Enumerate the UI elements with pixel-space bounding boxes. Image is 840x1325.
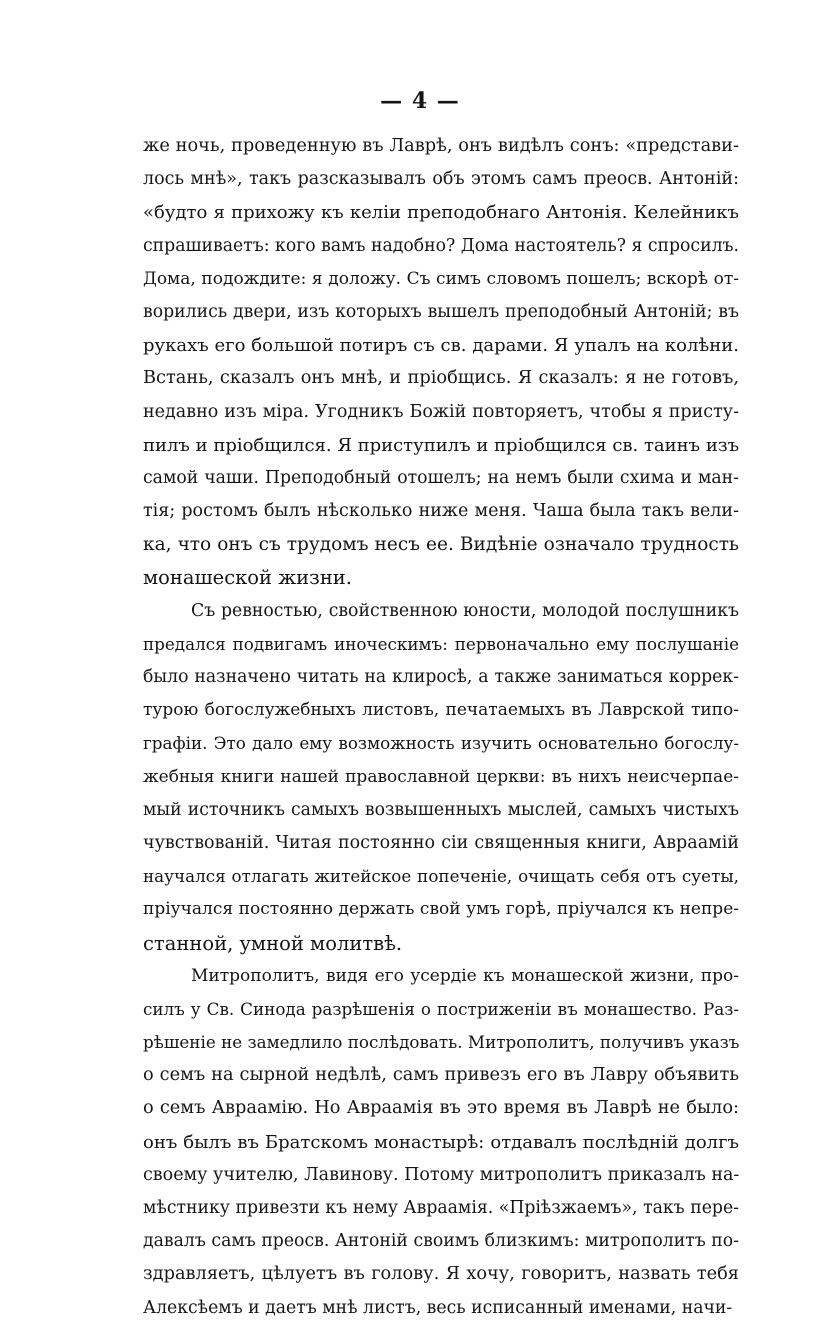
text-line: монашеской жизни. <box>143 566 353 590</box>
text-line: Митрополитъ, видя его усердіе къ монашеской жизни, про- <box>191 965 739 986</box>
text-line: своему учителю, Лавинову. Потому митрополитъ приказалъ на- <box>143 1164 740 1185</box>
text-line: ворились двери, изъ которыхъ вышелъ преподобный Антоній; въ <box>143 301 739 322</box>
text-line: Встань, сказалъ онъ мнѣ, и пріобщись. Я сказалъ: я не готовъ, <box>143 368 739 389</box>
text-line: силъ у Св. Синода разрѣшенія о постриженіи въ монашество. Раз- <box>143 998 739 1019</box>
page-number: — 4 — <box>380 88 460 114</box>
text-line: рукахъ его большой потиръ съ св. дарами. Я упалъ на колѣни. <box>143 335 739 357</box>
text-line: недавно изъ міра. Угодникъ Божій повторяетъ, чтобы я присту- <box>143 401 739 422</box>
text-line: мѣстнику привезти къ нему Авраамія. «Пріѣзжаемъ», такъ пере- <box>143 1198 739 1218</box>
text-line: предался подвигамъ иноческимъ: первоначально ему послушаніе <box>143 633 739 654</box>
body-text <box>143 130 739 1325</box>
paragraph <box>143 130 739 595</box>
text-line: давалъ самъ преосв. Антоній своимъ близкимъ: митрополитъ по- <box>143 1231 739 1252</box>
text-line: жебныя книги нашей православной церкви: въ нихъ неисчерпае- <box>143 766 739 787</box>
text-line: о семъ на сырной недѣлѣ, самъ привезъ его въ Лавру объявить <box>143 1065 739 1086</box>
text-line: о семъ Авраамію. Но Авраамія въ это время въ Лаврѣ не было: <box>143 1098 739 1119</box>
paragraph <box>143 960 739 1325</box>
text-line: графіи. Это дало ему возможность изучить основательно богослу- <box>143 733 739 754</box>
text-line: онъ былъ въ Братскомъ монастырѣ: отдавалъ послѣдній долгъ <box>143 1131 739 1153</box>
text-line: Алексѣемъ и даетъ мнѣ листъ, весь исписанный именами, начи- <box>143 1297 733 1318</box>
text-line: Съ ревностью, свойственною юности, молодой послушникъ <box>191 600 739 621</box>
text-line: же ночь, проведенную въ Лаврѣ, онъ видѣлъ сонъ: «представи- <box>143 136 739 156</box>
text-line: было назначено читать на клиросѣ, а также заниматься коррек- <box>143 667 739 687</box>
text-line: «будто я прихожу къ келіи преподобнаго Антонія. Келейникъ <box>143 202 739 224</box>
text-line: мый источникъ самыхъ возвышенныхъ мыслей, самыхъ чистыхъ <box>143 799 739 820</box>
text-line: тія; ростомъ былъ нѣсколько ниже меня. Чаша была такъ вели- <box>143 501 739 522</box>
text-line: ка, что онъ съ трудомъ несъ ее. Видѣніе означало трудность <box>143 534 739 556</box>
text-line: рѣшеніе не замедлило послѣдовать. Митрополитъ, получивъ указъ <box>143 1032 740 1053</box>
text-line: турою богослужебныхъ листовъ, печатаемыхъ въ Лаврской типо- <box>143 700 739 721</box>
text-line: чувствованій. Читая постоянно сіи священныя книги, Авраамій <box>143 832 739 853</box>
text-line: лось мнѣ», такъ разсказывалъ объ этомъ самъ преосв. Антоній: <box>143 169 739 190</box>
text-line: здравляетъ, цѣлуетъ въ голову. Я хочу, говоритъ, назвать тебя <box>143 1264 739 1285</box>
text-line: станной, умной молитвѣ. <box>143 931 403 955</box>
text-line: Дома, подождите: я доложу. Съ симъ словомъ пошелъ; вскорѣ от- <box>143 268 739 289</box>
text-line: научался отлагать житейское попеченіе, очищать себя отъ суеты, <box>143 866 739 887</box>
paragraph <box>143 595 739 960</box>
text-line: спрашиваетъ: кого вамъ надобно? Дома настоятель? я спросилъ. <box>143 235 739 256</box>
text-line: пилъ и пріобщился. Я приступилъ и пріобщился св. таинъ изъ <box>143 434 740 456</box>
text-line: пріучался постоянно держать свой умъ горѣ, пріучался къ непре- <box>143 899 739 920</box>
text-line: самой чаши. Преподобный отошелъ; на немъ были схима и ман- <box>143 467 739 488</box>
